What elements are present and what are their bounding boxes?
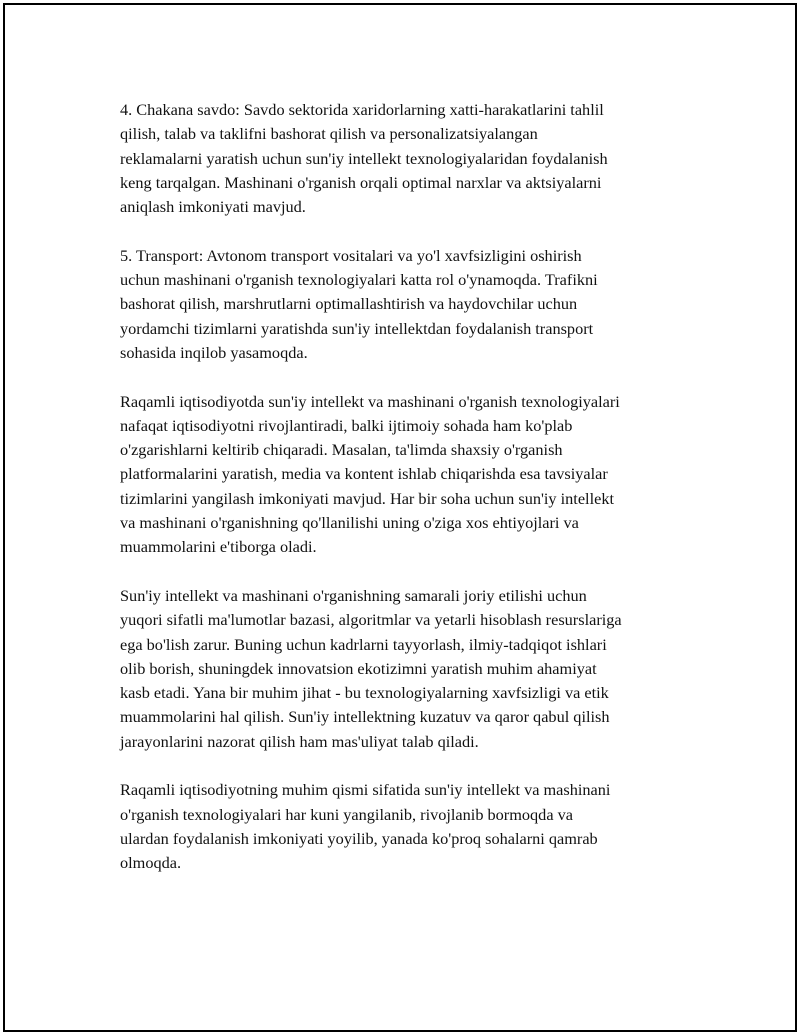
paragraph-transport [120,244,704,365]
paragraph-retail [120,98,704,219]
text-line: o'zgarishlarni keltirib chiqaradi. Masalan, ta'limda shaxsiy o'rganish [120,440,563,460]
text-line: nafaqat iqtisodiyotni rivojlantiradi, balki ijtimoiy sohada ham ko'plab [120,415,573,435]
text-line: qilish, talab va taklifni bashorat qilish va personalizatsiyalangan [120,124,538,144]
text-line: sohasida inqilob yasamoqda. [120,342,308,362]
text-line: tizimlarini yangilash imkoniyati mavjud. Har bir soha uchun sun'iy intellekt [120,488,614,508]
page-frame [3,3,797,1032]
text-line: muammolarini hal qilish. Sun'iy intellektning kuzatuv va qaror qabul qilish [120,707,610,727]
text-line: muammolarini e'tiborga oladi. [120,537,317,557]
paragraph-conclusion [120,778,704,875]
text-line: keng tarqalgan. Mashinani o'rganish orqali optimal narxlar va aktsiyalarni [120,172,602,192]
text-line: Sun'iy intellekt va mashinani o'rganishning samarali joriy etilishi uchun [120,585,587,605]
text-line: 4. Chakana savdo: Savdo sektorida xaridorlarning xatti-harakatlarini tahlil [120,100,604,119]
text-line: ulardan foydalanish imkoniyati yoyilib, yanada ko'proq sohalarni qamrab [120,828,598,848]
text-line: reklamalarni yaratish uchun sun'iy intellekt texnologiyalaridan foydalanish [120,148,608,168]
text-line: uchun mashinani o'rganish texnologiyalari katta rol o'ynamoqda. Trafikni [120,270,598,290]
text-line: Raqamli iqtisodiyotning muhim qismi sifatida sun'iy intellekt va mashinani [120,780,611,800]
text-line: Raqamli iqtisodiyotda sun'iy intellekt va mashinani o'rganish texnologiyalari [120,391,620,411]
text-line: aniqlash imkoniyati mavjud. [120,197,306,217]
text-line: olib borish, shuningdek innovatsion ekotizimni yaratish muhim ahamiyat [120,658,597,678]
text-line: yuqori sifatli ma'lumotlar bazasi, algoritmlar va yetarli hisoblash resurslariga [120,610,622,630]
text-line: 5. Transport: Avtonom transport vositalari va yo'l xavfsizligini oshirish [120,245,582,265]
text-line: ega bo'lish zarur. Buning uchun kadrlarni tayyorlash, ilmiy-tadqiqot ishlari [120,634,607,654]
text-line: platformalarini yaratish, media va kontent ishlab chiqarishda esa tavsiyalar [120,464,608,484]
text-line: jarayonlarini nazorat qilish ham mas'uliyat talab qiladi. [120,731,479,751]
text-line: yordamchi tizimlarni yaratishda sun'iy intellektdan foydalanish transport [120,318,594,338]
text-line: kasb etadi. Yana bir muhim jihat - bu texnologiyalarning xavfsizligi va etik [120,683,609,703]
paragraph-digital-economy [120,390,704,560]
document-body [120,98,704,900]
text-line: olmoqda. [120,853,182,873]
text-line: va mashinani o'rganishning qo'llanilishi uning o'ziga xos ehtiyojlari va [120,513,579,533]
paragraph-implementation [120,584,704,754]
text-line: bashorat qilish, marshrutlarni optimallashtirish va haydovchilar uchun [120,294,578,314]
text-line: o'rganish texnologiyalari har kuni yangilanib, rivojlanib bormoqda va [120,804,573,824]
